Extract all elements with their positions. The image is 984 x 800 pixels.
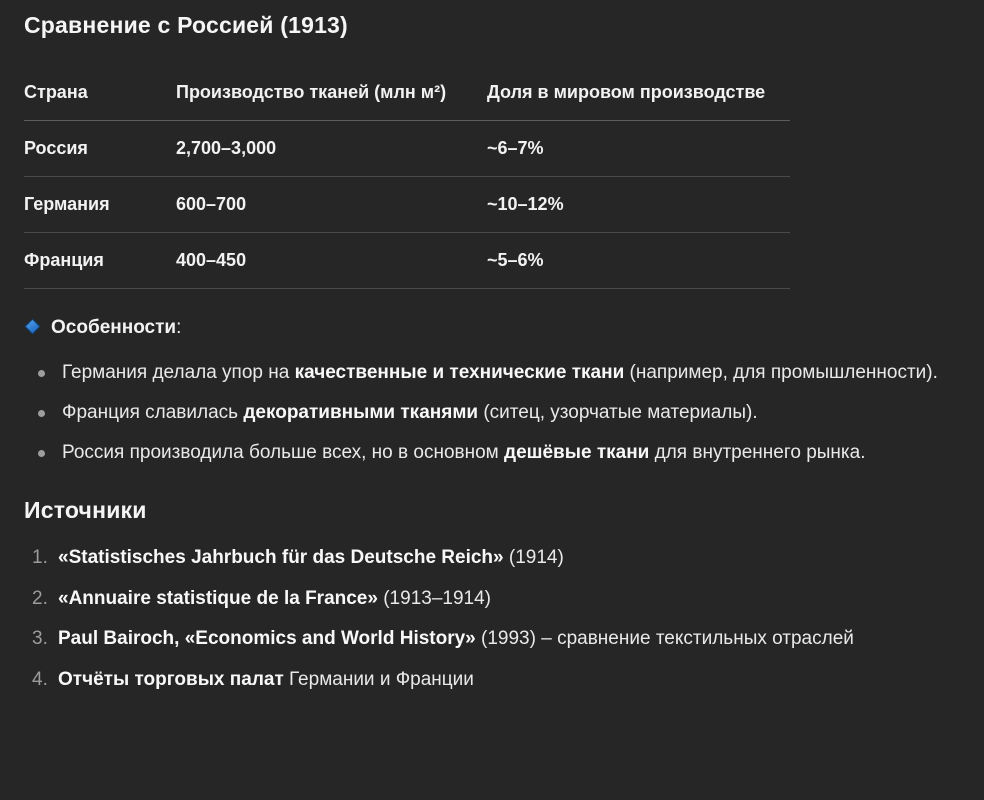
- source-item: [32, 660, 964, 701]
- features-heading-label: Особенности: [51, 317, 177, 338]
- list-number: 3.: [32, 628, 48, 649]
- sources-list: [24, 538, 964, 700]
- table-header-row: [24, 65, 790, 121]
- feature-text: (ситец, узорчатые материалы).: [478, 402, 758, 423]
- feature-text: для внутреннего рынка.: [649, 442, 866, 463]
- page-title: Сравнение с Россией (1913): [24, 12, 348, 38]
- table-row: [24, 233, 790, 289]
- table-cell: ~5–6%: [487, 233, 790, 289]
- source-item: [32, 538, 964, 579]
- table-cell: ~6–7%: [487, 121, 790, 177]
- feature-item: [62, 393, 964, 433]
- feature-item: [62, 353, 964, 393]
- table-cell: Россия: [24, 121, 176, 177]
- table-cell: 600–700: [176, 177, 487, 233]
- source-item: [32, 579, 964, 620]
- table-cell: ~10–12%: [487, 177, 790, 233]
- bullet-icon: [38, 410, 45, 417]
- features-heading-colon: :: [176, 317, 182, 338]
- source-detail: (1914): [503, 547, 564, 568]
- source-detail: Германии и Франции: [283, 668, 474, 690]
- list-number: 1.: [32, 547, 48, 568]
- bullet-icon: [38, 450, 45, 457]
- features-heading: [24, 317, 964, 339]
- table-header-production: Производство тканей (млн м²): [176, 65, 487, 121]
- bullet-icon: [38, 370, 45, 377]
- blue-diamond-icon: [24, 318, 41, 335]
- features-list: [24, 353, 964, 473]
- feature-text-bold: качественные и технические ткани: [294, 362, 625, 383]
- table-row: [24, 121, 790, 177]
- source-detail: (1913–1914): [377, 587, 491, 609]
- table-cell: Франция: [24, 233, 176, 289]
- table-row: [24, 177, 790, 233]
- feature-item: [62, 433, 964, 473]
- feature-text: Франция славилась: [62, 402, 244, 423]
- table-header-country: Страна: [24, 65, 176, 121]
- list-number: 4.: [32, 668, 48, 690]
- source-title: «Annuaire statistique de la France»: [58, 587, 378, 609]
- table-cell: 2,700–3,000: [176, 121, 487, 177]
- feature-text-bold: дешёвые ткани: [504, 442, 650, 463]
- table-header-share: Доля в мировом производстве: [487, 65, 790, 121]
- source-detail: (1993) – сравнение текстильных отраслей: [475, 628, 854, 649]
- source-title: «Statistisches Jahrbuch für das Deutsche Reich»: [58, 547, 504, 568]
- comparison-table: [24, 65, 790, 289]
- source-title: Paul Bairoch, «Economics and World History»: [58, 628, 476, 649]
- list-number: 2.: [32, 587, 48, 609]
- table-cell: 400–450: [176, 233, 487, 289]
- source-title: Отчёты торговых палат: [58, 668, 284, 690]
- source-item: [32, 619, 964, 660]
- feature-text: Германия делала упор на: [62, 362, 295, 383]
- table-cell: Германия: [24, 177, 176, 233]
- sources-heading: Источники: [24, 497, 147, 523]
- feature-text: (например, для промышленности).: [624, 362, 938, 383]
- feature-text-bold: декоративными тканями: [243, 402, 479, 423]
- feature-text: Россия производила больше всех, но в основном: [62, 442, 505, 463]
